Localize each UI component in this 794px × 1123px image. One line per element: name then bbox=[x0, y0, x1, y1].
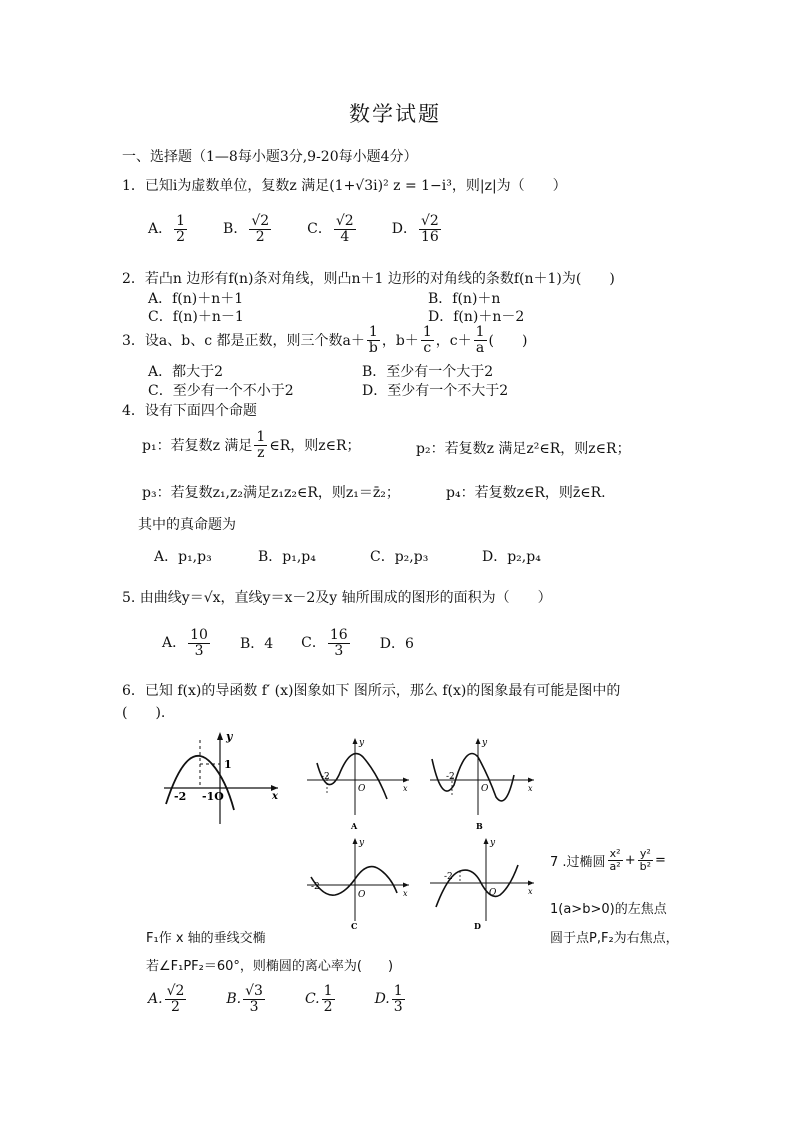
frac-den: 3 bbox=[393, 998, 403, 1015]
label-neg2: -2 bbox=[321, 772, 330, 782]
q2-option-b: B．f(n)＋n bbox=[428, 291, 501, 307]
q2-option-d: D．f(n)＋n－2 bbox=[428, 309, 525, 325]
q4-p3: p₃：若复数z₁,z₂满足z₁z₂∈R，则z₁＝z̄₂； bbox=[142, 485, 400, 501]
option-letter: A． bbox=[162, 635, 187, 652]
option-letter: A. bbox=[148, 991, 163, 1008]
graph-option-a bbox=[305, 735, 415, 830]
option-letter: C． bbox=[307, 221, 332, 238]
frac-num: 1 bbox=[368, 324, 378, 340]
q4-p4: p₄：若复数z∈R，则z̄∈R. bbox=[446, 485, 606, 501]
frac-den: 3 bbox=[249, 998, 259, 1015]
frac-num: 16 bbox=[329, 627, 348, 643]
q6-stem-line2: ( ). bbox=[122, 705, 166, 721]
q2-option-c: C．f(n)＋n－1 bbox=[148, 309, 244, 325]
q4-option-c: C．p₂,p₃ bbox=[370, 549, 429, 565]
frac-den: a bbox=[475, 339, 485, 356]
x-label: x bbox=[403, 784, 408, 793]
frac-num: √2 bbox=[166, 983, 185, 999]
q3-option-b: B．至少有一个大于2 bbox=[362, 364, 494, 380]
frac-num: 1 bbox=[393, 983, 403, 999]
q7-plus: + bbox=[624, 852, 636, 868]
label-neg2: -2 bbox=[174, 790, 187, 803]
y-label: y bbox=[482, 738, 488, 748]
frac-num: √2 bbox=[251, 213, 270, 229]
frac-num: 1 bbox=[323, 983, 333, 999]
q7-line2: 1(a>b>0)的左焦点 bbox=[550, 902, 667, 917]
x-axis-arrow bbox=[528, 881, 534, 886]
frac-den: 3 bbox=[334, 642, 344, 659]
x-label: x bbox=[528, 784, 533, 793]
q3-stem bbox=[122, 325, 527, 355]
frac-den: 4 bbox=[340, 228, 350, 245]
q5-option-b bbox=[240, 633, 273, 653]
label-neg2: -2 bbox=[446, 772, 455, 782]
q5-options bbox=[162, 628, 414, 658]
q3-option-a: A．都大于2 bbox=[148, 364, 224, 380]
frac-den: 2 bbox=[171, 998, 180, 1015]
y-axis-arrow bbox=[353, 838, 358, 844]
frac-den: b bbox=[368, 339, 378, 356]
x-axis-arrow bbox=[403, 778, 409, 783]
q3-option-d: D．至少有一个不大于2 bbox=[362, 383, 509, 399]
q4-p2: p₂：若复数z 满足z²∈R，则z∈R； bbox=[416, 441, 631, 457]
label-one: 1 bbox=[224, 758, 232, 771]
label-neg1-zero: -1O bbox=[202, 790, 224, 803]
frac-den: 3 bbox=[194, 642, 204, 659]
frac-den: z bbox=[257, 444, 265, 461]
q4-p1 bbox=[142, 430, 361, 460]
y-axis-arrow bbox=[476, 738, 481, 744]
q4-option-b: B．p₁,p₄ bbox=[258, 549, 316, 565]
q1-option-b bbox=[223, 214, 273, 244]
frac-num: 1 bbox=[475, 324, 485, 340]
option-letter: C. bbox=[304, 991, 320, 1008]
y-label: y bbox=[226, 730, 233, 743]
origin-label: O bbox=[358, 784, 366, 794]
q1-option-a bbox=[148, 214, 189, 244]
q4-p1-post: ∈R，则z∈R； bbox=[269, 438, 361, 455]
origin-label: O bbox=[489, 888, 497, 898]
q7-line3-left: F₁作 x 轴的垂线交椭 bbox=[146, 931, 266, 946]
frac-den: 2 bbox=[255, 228, 265, 245]
q3-option-c: C．至少有一个不小于2 bbox=[148, 383, 294, 399]
frac-num: 1 bbox=[176, 213, 186, 229]
y-label: y bbox=[359, 738, 365, 748]
option-letter: A． bbox=[148, 221, 173, 238]
y-axis-arrow bbox=[353, 738, 358, 744]
q1-stem: 1．已知i为虚数单位，复数z 满足(1+√3i)² z = 1−i³，则|z|为（ ） bbox=[122, 178, 567, 194]
x-label: x bbox=[528, 887, 533, 896]
q7-option-c bbox=[305, 984, 337, 1014]
q5-option-d bbox=[380, 633, 414, 653]
frac-den: a² bbox=[609, 859, 621, 873]
q7-options bbox=[148, 984, 407, 1014]
q7-option-a bbox=[148, 984, 188, 1014]
option-letter: B. bbox=[226, 991, 242, 1008]
q5-stem: 5. 由曲线y＝√x，直线y＝x－2及y 轴所围成的图形的面积为（ ） bbox=[122, 590, 552, 606]
frac-num: 1 bbox=[256, 429, 266, 445]
curve bbox=[311, 867, 397, 896]
q5-option-a bbox=[162, 628, 212, 658]
option-letter: D． bbox=[391, 221, 417, 238]
q3-expr-term: ，b＋ bbox=[381, 333, 419, 350]
q7-option-d bbox=[375, 984, 407, 1014]
q1-option-c bbox=[307, 214, 358, 244]
frac-num: y² bbox=[639, 847, 651, 860]
q4-true-label: 其中的真命题为 bbox=[138, 517, 236, 533]
origin-label: O bbox=[358, 890, 366, 900]
q4-option-a: A．p₁,p₃ bbox=[154, 549, 212, 565]
frac-den: c bbox=[423, 339, 432, 356]
x-label: x bbox=[403, 889, 408, 898]
q2-option-a: A．f(n)＋n＋1 bbox=[148, 291, 244, 307]
q7-option-b bbox=[226, 984, 267, 1014]
y-axis-arrow bbox=[484, 838, 489, 844]
option-letter: D. bbox=[374, 991, 390, 1008]
q7-line4: 若∠F₁PF₂＝60°，则椭圆的离心率为( ) bbox=[146, 959, 394, 974]
q3-expr-term: a＋ bbox=[342, 333, 365, 350]
graph-caption-d: D bbox=[474, 921, 481, 930]
q7-line1 bbox=[550, 848, 666, 872]
q4-option-d: D．p₂,p₄ bbox=[482, 549, 541, 565]
frac-num: √2 bbox=[420, 213, 439, 229]
q1-options bbox=[148, 214, 443, 244]
graph-caption-c: C bbox=[351, 921, 358, 930]
graph-option-c bbox=[305, 835, 415, 930]
option-letter: C． bbox=[301, 635, 326, 652]
q6-stem-line1: 6．已知 f(x)的导函数 f′ (x)图象如下 图所示，那么 f(x)的图象最有可能是图中的 bbox=[122, 683, 621, 699]
y-label: y bbox=[490, 838, 496, 848]
option-letter: B． bbox=[223, 221, 248, 238]
q3-expr-term: ，c＋ bbox=[435, 333, 472, 350]
label-neg2: -2 bbox=[444, 872, 453, 882]
page-title: 数学试题 bbox=[349, 102, 441, 126]
origin-label: O bbox=[481, 784, 489, 794]
y-axis-arrow bbox=[217, 732, 223, 740]
frac-den: 2 bbox=[323, 998, 333, 1015]
q7-line3-right: 圆于点P,F₂为右焦点， bbox=[550, 931, 679, 946]
label-neg2: -2 bbox=[311, 882, 320, 892]
frac-num: x² bbox=[609, 847, 621, 860]
q7-pre: 7 .过椭圆 bbox=[550, 854, 606, 870]
q5-option-c bbox=[301, 628, 352, 658]
option-letter: B． bbox=[239, 636, 265, 653]
section-heading: 一、选择题（1—8每小题3分,9-20每小题4分） bbox=[122, 149, 418, 165]
x-axis-arrow bbox=[528, 778, 534, 783]
graph-option-d bbox=[428, 835, 540, 930]
derivative-graph bbox=[160, 728, 285, 828]
curve bbox=[432, 754, 514, 801]
option-letter: D． bbox=[379, 636, 405, 653]
frac-num: √3 bbox=[245, 983, 263, 999]
frac-num: 1 bbox=[422, 324, 432, 340]
q4-p1-pre: p₁：若复数z 满足 bbox=[142, 438, 253, 455]
x-label: x bbox=[272, 791, 278, 802]
frac-den: 2 bbox=[176, 228, 186, 245]
q2-stem: 2．若凸n 边形有f(n)条对角线，则凸n＋1 边形的对角线的条数f(n＋1)为( ) bbox=[122, 271, 615, 287]
q4-stem: 4．设有下面四个命题 bbox=[122, 403, 257, 419]
y-label: y bbox=[359, 838, 365, 848]
graph-option-b bbox=[428, 735, 540, 830]
graph-caption-a: A bbox=[351, 821, 358, 830]
q3-stem-post: ( ) bbox=[488, 333, 528, 350]
frac-num: 10 bbox=[190, 627, 208, 643]
x-axis-arrow bbox=[403, 883, 409, 888]
graph-caption-b: B bbox=[476, 821, 483, 830]
q7-eq: = bbox=[655, 852, 666, 868]
q1-option-d bbox=[392, 214, 443, 244]
frac-num: √2 bbox=[335, 213, 354, 229]
frac-den: b² bbox=[639, 859, 652, 873]
q3-stem-pre: 3．设a、b、c 都是正数，则三个数 bbox=[122, 333, 343, 350]
frac-den: 16 bbox=[420, 228, 439, 245]
option-value: 6 bbox=[404, 636, 414, 653]
option-value: 4 bbox=[264, 636, 274, 653]
